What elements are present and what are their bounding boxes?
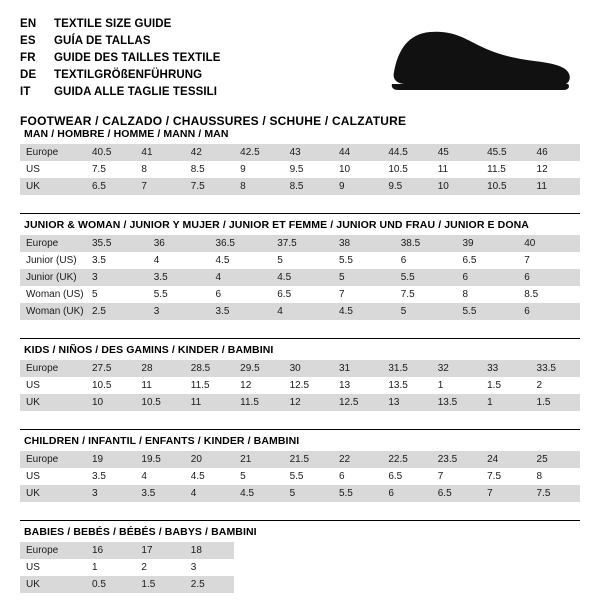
size-cell: 3.5: [135, 485, 184, 502]
language-title: TEXTILGRÖßENFÜHRUNG: [54, 69, 203, 81]
size-cell: [382, 559, 431, 576]
size-cell: [284, 576, 333, 593]
size-cell: 44: [333, 144, 382, 161]
language-code: FR: [20, 52, 36, 64]
size-cell: 33: [481, 360, 530, 377]
size-cell: 7.5: [86, 161, 135, 178]
size-cell: 10.5: [382, 161, 431, 178]
size-cell: [531, 559, 580, 576]
size-cell: 5: [271, 252, 333, 269]
row-label: US: [20, 559, 86, 576]
table-row: [20, 286, 580, 303]
table-row: [20, 559, 580, 576]
size-cell: 2: [135, 559, 184, 576]
size-cell: 11.5: [234, 394, 283, 411]
size-cell: [234, 576, 283, 593]
size-cell: 9.5: [382, 178, 431, 195]
size-cell: 6: [395, 252, 457, 269]
size-table-heading: MAN / HOMBRE / HOMME / MANN / MAN: [24, 128, 229, 140]
language-code: ES: [20, 35, 36, 47]
row-label: Europe: [20, 360, 86, 377]
table-row: [20, 303, 580, 320]
size-cell: 9: [234, 161, 283, 178]
size-cell: 3.5: [86, 252, 148, 269]
size-cell: 5.5: [333, 252, 395, 269]
size-cell: 7: [518, 252, 580, 269]
size-cell: 11: [185, 394, 234, 411]
table-row: [20, 542, 580, 559]
size-cell: 11: [531, 178, 580, 195]
row-label: US: [20, 377, 86, 394]
row-label: Europe: [20, 235, 86, 252]
size-cell: 0.5: [86, 576, 135, 593]
size-cell: 2: [531, 377, 580, 394]
table-row: [20, 377, 580, 394]
size-cell: 18: [185, 542, 234, 559]
size-cell: 1.5: [531, 394, 580, 411]
size-cell: 28: [135, 360, 184, 377]
size-cell: 10.5: [135, 394, 184, 411]
size-cell: [531, 576, 580, 593]
size-cell: 3: [148, 303, 210, 320]
language-title: GUÍA DE TALLAS: [54, 35, 151, 47]
size-cell: 25: [531, 451, 580, 468]
size-cell: 31: [333, 360, 382, 377]
row-label: Junior (UK): [20, 269, 86, 286]
size-cell: [234, 559, 283, 576]
size-cell: 1.5: [135, 576, 184, 593]
size-cell: [382, 576, 431, 593]
size-cell: 6: [457, 269, 519, 286]
size-cell: 11.5: [481, 161, 530, 178]
size-cell: 4.5: [333, 303, 395, 320]
size-cell: 6: [333, 468, 382, 485]
table-row: [20, 360, 580, 377]
size-cell: 8.5: [284, 178, 333, 195]
size-cell: 41: [135, 144, 184, 161]
size-cell: 16: [86, 542, 135, 559]
size-cell: 4.5: [210, 252, 272, 269]
size-cell: 33.5: [531, 360, 580, 377]
size-cell: 42.5: [234, 144, 283, 161]
size-cell: 19.5: [135, 451, 184, 468]
table-row: [20, 178, 580, 195]
size-cell: 6: [518, 269, 580, 286]
size-table-heading: JUNIOR & WOMAN / JUNIOR Y MUJER / JUNIOR ET FEMME / JUNIOR UND FRAU / JUNIOR E DONA: [20, 213, 580, 235]
size-cell: 36.5: [210, 235, 272, 252]
row-label: Europe: [20, 451, 86, 468]
size-cell: 5.5: [333, 485, 382, 502]
size-cell: 10.5: [481, 178, 530, 195]
size-cell: 32: [432, 360, 481, 377]
size-cell: 6.5: [271, 286, 333, 303]
size-cell: 11.5: [185, 377, 234, 394]
size-cell: 45: [432, 144, 481, 161]
size-cell: 40.5: [86, 144, 135, 161]
language-title: GUIDA ALLE TAGLIE TESSILI: [54, 86, 218, 98]
size-cell: [481, 559, 530, 576]
size-cell: 35.5: [86, 235, 148, 252]
size-cell: 23.5: [432, 451, 481, 468]
size-cell: [382, 542, 431, 559]
size-cell: 4.5: [185, 468, 234, 485]
size-cell: 5: [284, 485, 333, 502]
size-table-heading: BABIES / BEBÉS / BÉBÉS / BABYS / BAMBINI: [20, 520, 580, 542]
size-cell: 13: [333, 377, 382, 394]
size-cell: 20: [185, 451, 234, 468]
row-label: Woman (US): [20, 286, 86, 303]
size-table: [20, 144, 580, 195]
size-cell: 1: [86, 559, 135, 576]
row-label: UK: [20, 576, 86, 593]
size-cell: 1: [481, 394, 530, 411]
table-row: [20, 144, 580, 161]
size-table-heading: CHILDREN / INFANTIL / ENFANTS / KINDER / BAMBINI: [20, 429, 580, 451]
size-table-heading: KIDS / NIÑOS / DES GAMINS / KINDER / BAMBINI: [20, 338, 580, 360]
table-row: [20, 235, 580, 252]
size-cell: 7: [481, 485, 530, 502]
size-cell: 10: [432, 178, 481, 195]
size-cell: 19: [86, 451, 135, 468]
size-cell: [432, 576, 481, 593]
size-cell: 8: [234, 178, 283, 195]
footwear-section-title: FOOTWEAR / CALZADO / CHAUSSURES / SCHUHE / CALZATURE: [20, 114, 407, 128]
size-table: [20, 235, 580, 320]
size-cell: 12.5: [284, 377, 333, 394]
size-cell: 3: [185, 559, 234, 576]
size-cell: 4.5: [271, 269, 333, 286]
language-code: IT: [20, 86, 31, 98]
size-cell: 4: [185, 485, 234, 502]
table-row: [20, 252, 580, 269]
size-cell: 17: [135, 542, 184, 559]
size-table: [20, 542, 580, 593]
size-cell: [432, 542, 481, 559]
dress-shoe-icon: [384, 28, 574, 94]
table-row: [20, 468, 580, 485]
size-cell: 5.5: [148, 286, 210, 303]
size-cell: 1: [432, 377, 481, 394]
size-cell: 3.5: [148, 269, 210, 286]
row-label: UK: [20, 394, 86, 411]
size-cell: 3: [86, 269, 148, 286]
size-cell: 38: [333, 235, 395, 252]
table-row: [20, 269, 580, 286]
size-cell: 1.5: [481, 377, 530, 394]
size-table-block: [20, 429, 580, 502]
language-code: DE: [20, 69, 37, 81]
size-cell: 31.5: [382, 360, 431, 377]
size-cell: 5.5: [284, 468, 333, 485]
size-table-block: [20, 213, 580, 320]
size-cell: [234, 542, 283, 559]
size-cell: 3.5: [210, 303, 272, 320]
size-cell: 3: [86, 485, 135, 502]
size-cell: [284, 542, 333, 559]
size-tables-container: [20, 128, 580, 593]
size-cell: 4: [271, 303, 333, 320]
size-cell: 7: [135, 178, 184, 195]
size-cell: 27.5: [86, 360, 135, 377]
size-cell: [531, 542, 580, 559]
size-cell: 24: [481, 451, 530, 468]
size-cell: 36: [148, 235, 210, 252]
size-cell: 10.5: [86, 377, 135, 394]
size-cell: 40: [518, 235, 580, 252]
size-cell: 21: [234, 451, 283, 468]
size-table-block: [20, 338, 580, 411]
row-label: Woman (UK): [20, 303, 86, 320]
size-cell: 10: [86, 394, 135, 411]
size-cell: 4.5: [234, 485, 283, 502]
size-cell: 6.5: [86, 178, 135, 195]
size-cell: 13.5: [432, 394, 481, 411]
size-cell: 8: [531, 468, 580, 485]
size-cell: 13: [382, 394, 431, 411]
size-cell: 4: [210, 269, 272, 286]
size-cell: 21.5: [284, 451, 333, 468]
size-cell: 29.5: [234, 360, 283, 377]
size-cell: [481, 542, 530, 559]
size-cell: 7: [432, 468, 481, 485]
row-label: UK: [20, 178, 86, 195]
size-cell: 22: [333, 451, 382, 468]
table-row: [20, 576, 580, 593]
size-cell: [333, 559, 382, 576]
size-cell: 44.5: [382, 144, 431, 161]
size-cell: [481, 576, 530, 593]
table-row: [20, 485, 580, 502]
size-cell: 28.5: [185, 360, 234, 377]
size-table-block: [20, 128, 580, 195]
size-cell: 2.5: [185, 576, 234, 593]
size-cell: 8.5: [185, 161, 234, 178]
size-cell: 8: [135, 161, 184, 178]
row-label: US: [20, 468, 86, 485]
size-cell: 3.5: [86, 468, 135, 485]
size-cell: 6.5: [382, 468, 431, 485]
size-cell: 7.5: [531, 485, 580, 502]
document-header: [20, 16, 580, 128]
language-code: EN: [20, 18, 37, 30]
size-cell: 6.5: [432, 485, 481, 502]
size-cell: 9.5: [284, 161, 333, 178]
size-cell: 6: [382, 485, 431, 502]
size-cell: 8: [457, 286, 519, 303]
size-cell: [432, 559, 481, 576]
size-cell: 5: [395, 303, 457, 320]
size-cell: 9: [333, 178, 382, 195]
row-label: Junior (US): [20, 252, 86, 269]
size-cell: [333, 576, 382, 593]
size-cell: 7.5: [185, 178, 234, 195]
size-cell: 12: [234, 377, 283, 394]
size-cell: 12.5: [333, 394, 382, 411]
size-cell: 6.5: [457, 252, 519, 269]
row-label: Europe: [20, 542, 86, 559]
size-cell: 10: [333, 161, 382, 178]
size-cell: 39: [457, 235, 519, 252]
size-cell: 5: [234, 468, 283, 485]
table-row: [20, 394, 580, 411]
size-cell: 46: [531, 144, 580, 161]
size-cell: 8.5: [518, 286, 580, 303]
size-cell: 4: [148, 252, 210, 269]
size-cell: 6: [210, 286, 272, 303]
size-cell: [284, 559, 333, 576]
table-row: [20, 161, 580, 178]
size-cell: 5: [333, 269, 395, 286]
size-table-block: [20, 520, 580, 593]
size-cell: [333, 542, 382, 559]
row-label: US: [20, 161, 86, 178]
size-cell: 5.5: [395, 269, 457, 286]
row-label: Europe: [20, 144, 86, 161]
size-cell: 7: [333, 286, 395, 303]
size-cell: 22.5: [382, 451, 431, 468]
size-cell: 7.5: [395, 286, 457, 303]
size-cell: 7.5: [481, 468, 530, 485]
size-cell: 42: [185, 144, 234, 161]
size-cell: 12: [531, 161, 580, 178]
size-cell: 6: [518, 303, 580, 320]
size-cell: 13.5: [382, 377, 431, 394]
size-cell: 4: [135, 468, 184, 485]
size-cell: 2.5: [86, 303, 148, 320]
language-title: GUIDE DES TAILLES TEXTILE: [54, 52, 221, 64]
size-cell: 30: [284, 360, 333, 377]
size-cell: 38.5: [395, 235, 457, 252]
size-cell: 11: [135, 377, 184, 394]
size-cell: 5.5: [457, 303, 519, 320]
size-cell: 12: [284, 394, 333, 411]
size-cell: 45.5: [481, 144, 530, 161]
size-table: [20, 451, 580, 502]
size-cell: 11: [432, 161, 481, 178]
size-table: [20, 360, 580, 411]
row-label: UK: [20, 485, 86, 502]
size-cell: 37.5: [271, 235, 333, 252]
size-cell: 43: [284, 144, 333, 161]
size-cell: 5: [86, 286, 148, 303]
language-title: TEXTILE SIZE GUIDE: [54, 18, 172, 30]
table-row: [20, 451, 580, 468]
